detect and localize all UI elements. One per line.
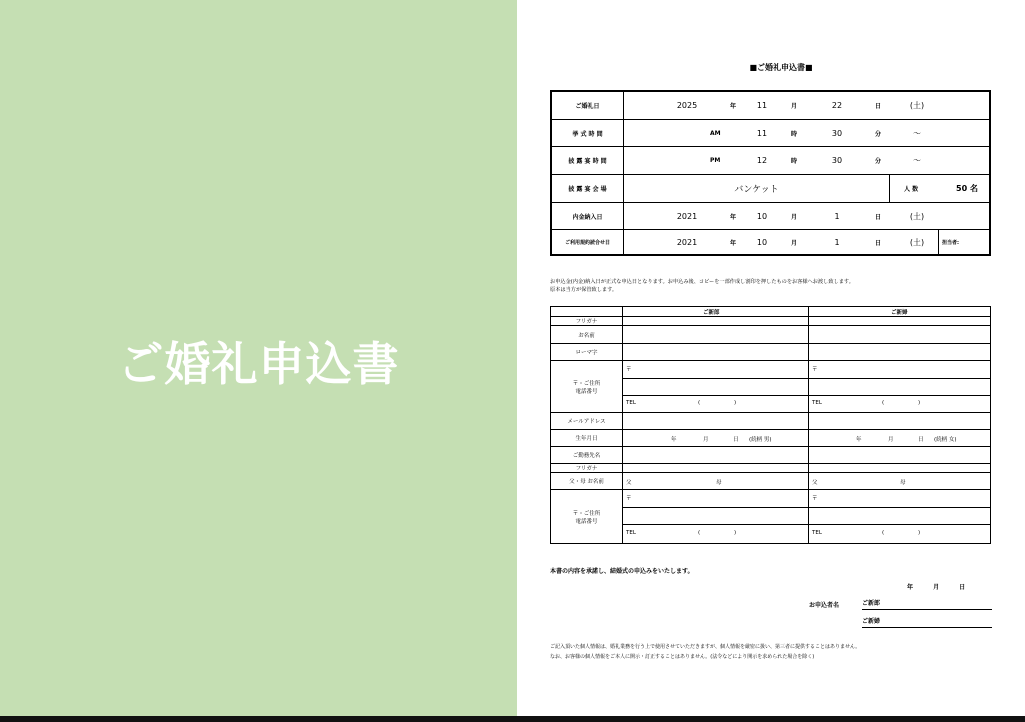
divider: [889, 175, 890, 202]
row-label: 〒・ご住所 電話番号: [551, 361, 623, 412]
ampm: PM: [710, 157, 721, 164]
unit: 月: [791, 213, 798, 221]
header-row: [551, 307, 990, 317]
ampm: AM: [710, 129, 721, 137]
unit: 年: [730, 103, 737, 110]
row-label: 〒・ご住所 電話番号: [551, 490, 623, 543]
day-value: 1: [834, 237, 840, 247]
weekday-value: (土): [909, 237, 925, 247]
unit: 年: [730, 213, 737, 221]
agreement-statement: 本書の内容を承諾し、結婚式の申込みをいたします。: [550, 568, 694, 575]
romaji-row: [551, 344, 990, 361]
notice-line: 原本は当方が保管致します。: [550, 287, 618, 293]
tel-label: TEL: [626, 400, 636, 406]
year-value: 2025: [676, 101, 698, 110]
divider: [623, 507, 990, 508]
unit: 日: [875, 213, 882, 221]
privacy-line: なお、お客様の個人情報をご本人に開示・訂正することはありません。(法令などにより開示を求められた場合を除く): [550, 654, 815, 660]
reception-time-row: [552, 147, 989, 175]
venue-value: バンケット: [734, 185, 779, 195]
agreement-date-row: [552, 230, 989, 254]
hour-value: 12: [756, 156, 768, 165]
name-row: [551, 326, 990, 344]
row-label: 生年月日: [551, 430, 623, 446]
minute-value: 30: [831, 128, 843, 138]
notice-text: [550, 278, 991, 294]
row-label: ご利用規約読合せ日: [552, 230, 624, 254]
sign-groom-line: ご新郎: [862, 598, 992, 610]
unit: 月: [791, 239, 798, 247]
tilde: 〜: [913, 156, 921, 165]
hour-value: 11: [756, 128, 768, 138]
postal-mark: 〒: [812, 367, 818, 373]
divider: [623, 395, 990, 396]
bride-header: ご新婦: [891, 310, 908, 316]
unit: 時: [791, 158, 798, 165]
form-title: ■ご婚礼申込書■: [749, 63, 813, 72]
applicant-label: お申込者名: [809, 602, 840, 609]
row-label: ローマ字: [551, 344, 623, 360]
row-label: フリガナ: [551, 317, 623, 325]
sign-bride-line: ご新婦: [862, 616, 992, 628]
month-value: 10: [756, 211, 768, 221]
row-label: 披 露 宴 時 間: [552, 147, 624, 174]
day-value: 1: [834, 211, 840, 221]
notice-line: お申込金(内金)納入日が正式な申込日となります。お申込み後、コピーを一部作成し割印を押したものをお客様へお渡し致します。: [550, 279, 854, 285]
tilde: 〜: [913, 128, 921, 138]
weekday-value: (土): [909, 101, 925, 110]
staff-label: 担当者:: [942, 239, 959, 246]
row-label: 披 露 宴 会 場: [552, 175, 624, 202]
schedule-table: [550, 90, 991, 256]
row-label: 内金納入日: [552, 203, 624, 229]
year-value: 2021: [676, 237, 698, 247]
unit: 日: [875, 103, 882, 110]
unit: 時: [791, 130, 798, 138]
people-label: 人 数: [904, 186, 919, 193]
bottom-rule: [0, 716, 1025, 722]
divider: [623, 378, 990, 379]
row-label: お名前: [551, 326, 623, 343]
divider: [623, 524, 990, 525]
weekday-value: (土): [909, 211, 925, 221]
row-label: メールアドレス: [551, 413, 623, 429]
year-value: 2021: [676, 211, 698, 221]
privacy-notice: [550, 642, 1000, 662]
relation: (続柄 女): [934, 437, 957, 443]
month-value: 11: [756, 101, 768, 110]
unit: 月: [791, 103, 798, 110]
signature-date: 年 月 日: [907, 584, 966, 591]
unit: 日: [875, 239, 882, 247]
furigana-row: [551, 317, 990, 326]
row-label: 挙 式 時 間: [552, 120, 624, 146]
day-value: 22: [831, 101, 843, 110]
tel-label: TEL: [812, 400, 822, 406]
row-label: [551, 307, 623, 316]
row-label: ご勤務先名: [551, 447, 623, 463]
unit: 分: [875, 130, 882, 138]
couple-info-table: [550, 306, 991, 544]
parents-row: 父・母 お名前 父 母 父 母: [551, 473, 990, 490]
birthdate-row: 生年月日 年 月 日 (続柄 男) 年 月 日 (続柄 女): [551, 430, 990, 447]
ceremony-time-row: [552, 120, 989, 147]
deposit-date-row: [552, 203, 989, 230]
email-row: [551, 413, 990, 430]
divider: [938, 230, 939, 254]
unit: 分: [875, 158, 882, 165]
row-label: フリガナ: [551, 464, 623, 472]
unit: 年: [730, 239, 737, 247]
row-label: ご婚礼日: [552, 92, 624, 119]
minute-value: 30: [831, 156, 843, 165]
reception-venue-row: [552, 175, 989, 203]
workplace-row: [551, 447, 990, 464]
address-row: 〒・ご住所 電話番号 〒 〒 TEL ( ) TEL ( ): [551, 361, 990, 413]
relation: (続柄 男): [749, 437, 772, 443]
privacy-line: ご記入頂いた個人情報は、婚礼業務を行う上で使用させていただきますが、個人情報を厳密に扱い、第三者に提供することはありません。: [550, 644, 861, 650]
parents-address-row: 〒・ご住所 電話番号 〒 〒 TEL ( ) TEL ( ): [551, 490, 990, 543]
furigana-row-2: [551, 464, 990, 473]
page-title: ご婚礼申込書: [117, 337, 400, 391]
row-label: 父・母 お名前: [551, 473, 623, 489]
postal-mark: 〒: [626, 367, 632, 373]
wedding-date-row: [552, 92, 989, 120]
groom-header: ご新郎: [703, 310, 720, 316]
month-value: 10: [756, 237, 768, 247]
people-value: 50 名: [956, 184, 978, 193]
application-form: [517, 0, 1025, 716]
